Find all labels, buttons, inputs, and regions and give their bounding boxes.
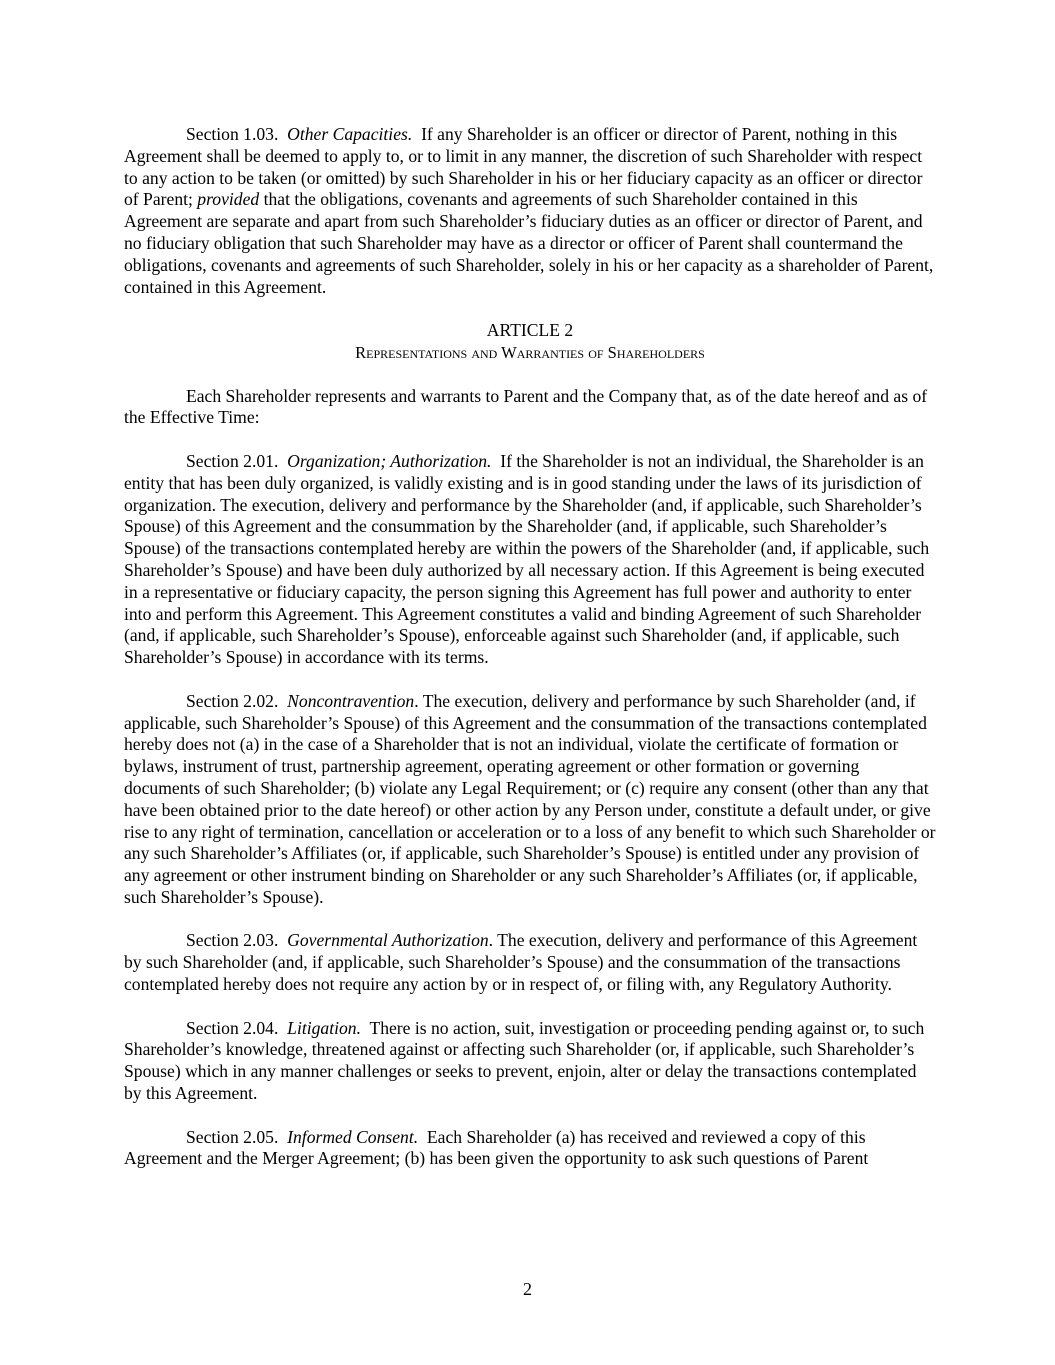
article-subheading: Representations and Warranties of Shareholders [355,342,705,362]
section-text: Each Shareholder (a) has received and reviewed a copy of this Agreement and the Merger Agreement; (b) has been given the opportunity to ask such questions of Parent [124,1126,869,1169]
section-2-02-paragraph [124,691,936,909]
section-text: . The execution, delivery and performance by such Shareholder (and, if applicable, such Shareholder’s Spouse) of this Agreement and the consummation of the transactions contemplated hereby does not (a) in the case of a Shareholder that is not an individual, violate the certificate of formation or bylaws, instrument of trust, partnership agreement, operating agreement or other formation or governing documents of such Shareholder; (b) violate any Legal Requirement; or (c) require any consent (other than any that have been obtained prior to the date hereof) or other action by any Person under, constitute a default under, or give rise to any right of termination, cancellation or acceleration or to a loss of any benefit to which such Shareholder or any such Shareholder’s Affiliates (or, if applicable, such Shareholder’s Spouse) is entitled under any provision of any agreement or other instrument binding on Shareholder or any such Shareholder’s Affiliates (or, if applicable, such Shareholder’s Spouse). [124,690,936,907]
article-heading: ARTICLE 2 [486,320,574,341]
section-text: If any Shareholder is an officer or director of Parent, nothing in this Agreement shall be deemed to apply to, or to limit in any manner, the discretion of such Shareholder with respect to any action to be taken (or omitted) by such Shareholder in his or her fiduciary capacity as an officer or director of Parent; [124,124,923,210]
section-text: There is no action, suit, investigation or proceeding pending against or, to such Shareholder’s knowledge, threatened against or affecting such Shareholder (or, if applicable, such Shareholder’s Spouse) which in any manner challenges or seeks to prevent, enjoin, alter or delay the transactions contemplated by this Agreement. [124,1017,925,1104]
section-title: Noncontravention [287,690,415,711]
section-title: Other Capacities. [287,124,413,144]
section-2-05-paragraph [124,1127,936,1171]
section-text: If the Shareholder is not an individual, the Shareholder is an entity that has been duly organized, is validly existing and is in good standing under the laws of its jurisdiction of organization. The execution, delivery and performance by the Shareholder (and, if applicable, such Shareholder’s Spouse) of this Agreement and the consummation by the Shareholder (and, if applicable, such Shareholder’s Spouse) of the transactions contemplated hereby are within the powers of the Shareholder (and, if applicable, such Shareholder’s Spouse) and have been duly authorized by all necessary action. If this Agreement is being executed in a representative or fiduciary capacity, the person signing this Agreement has full power and authority to enter into and perform this Agreement. This Agreement constitutes a valid and binding Agreement of such Shareholder (and, if applicable, such Shareholder’s Spouse), enforceable against such Shareholder (and, if applicable, such Shareholder’s Spouse) in accordance with its terms. [124,450,930,668]
section-number: Section 2.05. [186,1126,279,1147]
section-number: Section 2.02. [186,690,279,711]
section-text-italic: provided [197,189,260,210]
section-number: Section 1.03. [186,124,279,144]
section-number: Section 2.03. [186,930,279,951]
intro-paragraph: Each Shareholder represents and warrants to Parent and the Company that, as of the date hereof and as of the Effective Time: [124,385,928,428]
section-text: . The execution, delivery and performance of this Agreement by such Shareholder (and, if applicable, such Shareholder’s Spouse) and the consummation of the transactions contemplated hereby does not require any action by or in respect of, or filing with, any Regulatory Authority. [124,930,918,995]
section-title: Informed Consent. [287,1126,419,1147]
section-2-01-paragraph [124,451,936,669]
page-number: 2 [523,1279,532,1299]
section-title: Organization; Authorization. [287,450,492,471]
section-number: Section 2.04. [186,1017,279,1038]
section-2-03-paragraph [124,930,936,995]
section-2-04-paragraph [124,1018,936,1105]
section-title: Litigation. [287,1017,361,1038]
document-page [124,124,936,1192]
section-number: Section 2.01. [186,450,279,471]
section-1-03-paragraph [124,124,936,298]
section-text: that the obligations, covenants and agreements of such Shareholder contained in this Agreement are separate and apart from such Shareholder’s fiduciary duties as an officer or director of Parent, and no fiduciary obligation that such Shareholder may have as a director or officer of Parent shall countermand the obligations, covenants and agreements of such Shareholder, solely in his or her capacity as a shareholder of Parent, contained in this Agreement. [124,189,934,297]
section-title: Governmental Authorization [287,930,489,951]
